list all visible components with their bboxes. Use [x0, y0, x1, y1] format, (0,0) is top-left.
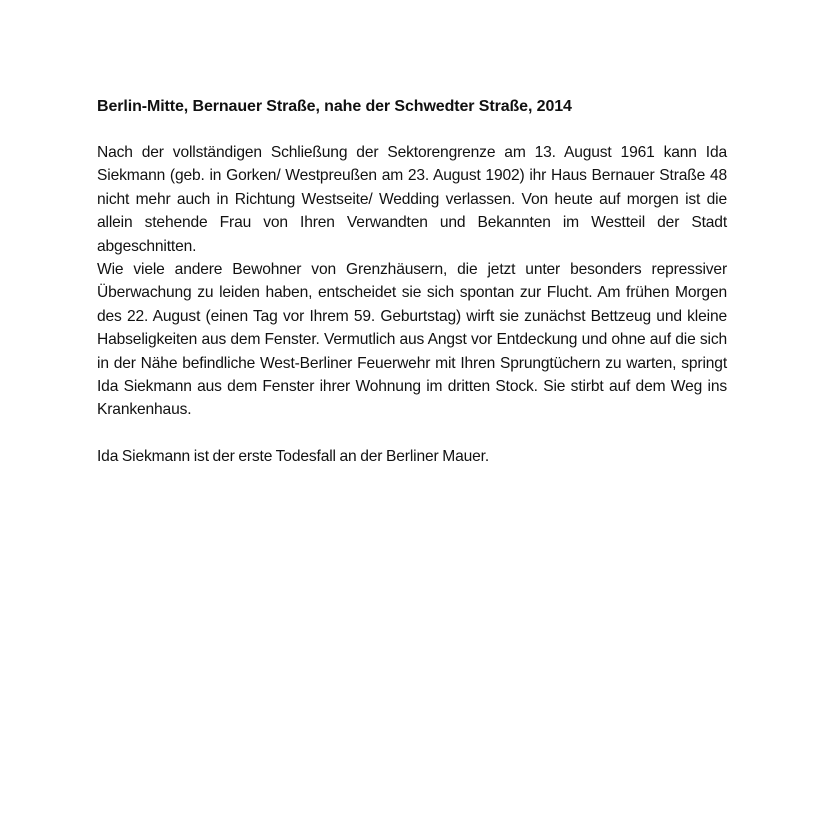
paragraph-2: Wie viele andere Bewohner von Grenzhäusern, die jetzt unter besonders repressiver Überwachung zu leiden haben, entscheidet sie sich spontan zur Flucht. Am frühen Morgen des 22. August (einen Tag vor Ihrem 59. Geburtstag) wirft sie zunächst Bettzeug und kleine Habseligkeiten aus dem Fenster. Vermutlich aus Angst vor Entdeckung und ohne auf die sich in der Nähe befindliche West-Berliner Feuerwehr mit Ihren Sprungtüchern zu warten, springt Ida Siekmann aus dem Fenster ihrer Wohnung im dritten Stock. Sie stirbt auf dem Weg ins Krankenhaus.	[97, 261, 727, 419]
paragraph-3: Ida Siekmann ist der erste Todesfall an der Berliner Mauer.	[97, 447, 490, 465]
document-body	[97, 95, 727, 468]
document-title: Berlin-Mitte, Bernauer Straße, nahe der Schwedter Straße, 2014	[97, 98, 572, 115]
paragraph-1: Nach der vollständigen Schließung der Sektorengrenze am 13. August 1961 kann Ida Siekmann (geb. in Gorken/ Westpreußen am 23. August 1902) ihr Haus Bernauer Straße 48 nicht mehr auch in Richtung Westseite/ Wedding verlassen. Von heute auf morgen ist die allein stehende Frau von Ihren Verwandten und Bekannten im Westteil der Stadt abgeschnitten.	[97, 144, 727, 255]
